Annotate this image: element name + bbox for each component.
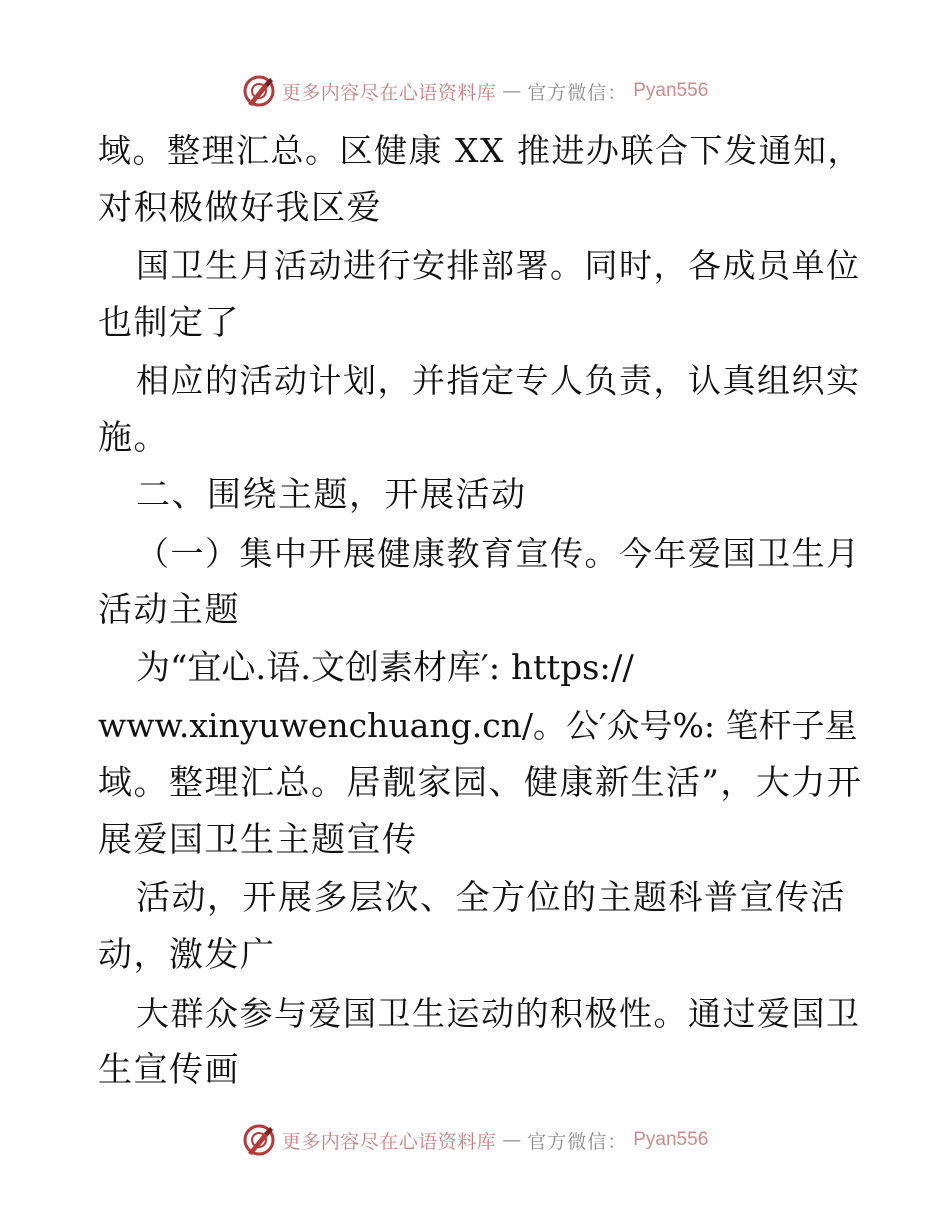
text-line: 相应的活动计划，并指定专人负责，认真组织实 xyxy=(136,361,861,400)
text-line: （一）集中开展健康教育宣传。今年爱国卫生月 xyxy=(136,533,861,573)
watermark-text: 更多内容尽在心语资料库 xyxy=(281,1130,497,1153)
text-line: 大群众参与爱国卫生运动的积极性。通过爱国卫 xyxy=(136,993,861,1033)
watermark-official-label: 官方微信： xyxy=(527,1130,628,1153)
pen-logo-icon xyxy=(242,1123,276,1157)
watermark-text: 更多内容尽在心语资料库 xyxy=(281,81,497,104)
text-line: 展爱国卫生主题宣传 xyxy=(98,820,418,860)
text-line: 动，激发广 xyxy=(98,935,276,975)
watermark-header xyxy=(0,71,950,111)
watermark-dash: — xyxy=(502,80,522,102)
text-line: 活动主题 xyxy=(98,590,240,630)
watermark-official-label: 官方微信： xyxy=(527,81,628,104)
text-line: 活动，开展多层次、全方位的主题科普宣传活 xyxy=(136,877,846,918)
text-line: 国卫生月活动进行安排部署。同时，各成员单位 xyxy=(136,246,861,285)
text-line: 为“宜心.语.文创素材库′: https:// xyxy=(136,647,634,688)
text-line: 施。 xyxy=(98,417,169,458)
text-line: 域。整理汇总。居靓家园、健康新生活”，大力开 xyxy=(98,762,863,803)
text-line: 对积极做好我区爱 xyxy=(98,187,382,228)
watermark-wechat-id: Pyan556 xyxy=(633,1129,709,1150)
document-body xyxy=(98,122,868,1100)
watermark-wechat-id: Pyan556 xyxy=(633,80,709,101)
text-line: 也制定了 xyxy=(98,302,240,343)
pen-logo-icon xyxy=(242,74,276,108)
text-line: www.xinyuwenchuang.cn/。公′众号%: 笔杆子星 xyxy=(98,706,858,745)
watermark-footer xyxy=(0,1120,950,1160)
text-line: 域。整理汇总。区健康 XX 推进办联合下发通知， xyxy=(98,131,862,170)
text-line: 生宣传画 xyxy=(98,1050,240,1090)
watermark-dash: — xyxy=(502,1129,522,1151)
text-line: 二、围绕主题，开展活动 xyxy=(136,475,527,515)
